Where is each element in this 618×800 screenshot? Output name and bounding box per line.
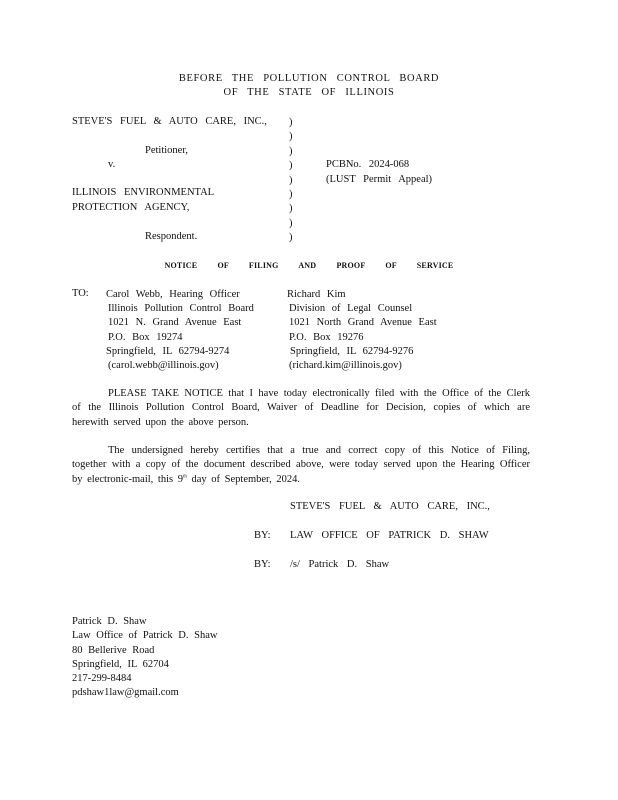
signature-law-office: LAW OFFICE OF PATRICK D. SHAW (290, 530, 489, 541)
ordinal-suffix: th (182, 474, 187, 480)
signature-attorney: /s/ Patrick D. Shaw (290, 559, 390, 570)
caption-paren: ) (289, 145, 293, 157)
notice-title: NOTICE OF FILING AND PROOF OF SERVICE (164, 261, 454, 270)
by-label: BY: (254, 530, 271, 541)
recipient-email: (richard.kim@illinois.gov) (289, 360, 402, 372)
recipient-line: Carol Webb, Hearing Officer (106, 289, 240, 300)
to-label: TO: (72, 288, 89, 299)
recipient-line: Illinois Pollution Control Board (108, 303, 254, 315)
recipient-hearing-officer (106, 288, 254, 373)
caption-paren: ) (289, 131, 293, 143)
recipient-line: Division of Legal Counsel (289, 303, 413, 315)
caption-paren: ) (289, 203, 293, 215)
certification-date-text: day of September, 2024. (186, 473, 301, 485)
respondent-name-line-1: ILLINOIS ENVIRONMENTAL (72, 187, 215, 198)
by-label: BY: (254, 559, 271, 570)
caption-paren: ) (289, 160, 293, 172)
caption-parentheses (289, 116, 297, 246)
case-number: PCBNo. 2024-068 (326, 159, 410, 170)
court-title-line-1: BEFORE THE POLLUTION CONTROL BOARD (178, 73, 440, 84)
attorney-name: Patrick D. Shaw (72, 616, 147, 627)
signature-party: STEVE'S FUEL & AUTO CARE, INC., (290, 501, 490, 512)
recipient-line: Springfield, IL 62794-9274 (106, 345, 230, 357)
recipient-line: P.O. Box 19276 (289, 331, 364, 343)
case-type: (LUST Permit Appeal) (326, 174, 433, 185)
attorney-city: Springfield, IL 62704 (72, 658, 169, 670)
respondent-name-line-2: PROTECTION AGENCY, (72, 202, 190, 213)
petitioner-label: Petitioner, (145, 145, 189, 156)
respondent-label: Respondent. (145, 231, 198, 242)
attorney-phone: 217-299-8484 (72, 673, 132, 685)
certification-paragraph (72, 444, 530, 487)
attorney-firm: Law Office of Patrick D. Shaw (72, 630, 218, 642)
recipient-line: 1021 N. Grand Avenue East (108, 317, 242, 329)
certification-text: The undersigned hereby certifies that a true and correct copy of this Notice of Filing, together with a copy of the document described above, were today served upon the Hearing Officer by electronic-mail, this 9 (72, 445, 530, 485)
versus-label: v. (108, 159, 116, 170)
attorney-email: pdshaw1law@gmail.com (72, 687, 179, 699)
recipient-line: 1021 North Grand Avenue East (289, 317, 437, 329)
notice-paragraph: PLEASE TAKE NOTICE that I have today electronically filed with the Office of the Clerk of the Illinois Pollution Control Board, Waiver of Deadline for Decision, copies of which are herewith served upon the above person. (72, 388, 530, 428)
recipient-agency-counsel (287, 288, 437, 373)
recipient-line: P.O. Box 19274 (108, 331, 183, 343)
attorney-street: 80 Bellerive Road (72, 644, 155, 656)
caption-paren: ) (289, 117, 293, 128)
caption-paren: ) (289, 188, 293, 200)
attorney-contact-block (72, 615, 217, 701)
caption-paren: ) (289, 232, 293, 244)
recipient-line: Richard Kim (287, 289, 346, 300)
caption-paren: ) (289, 217, 293, 229)
recipient-line: Springfield, IL 62794-9276 (290, 345, 414, 357)
petitioner-name: STEVE'S FUEL & AUTO CARE, INC., (72, 116, 267, 127)
recipient-email: (carol.webb@illinois.gov) (108, 360, 219, 372)
caption-paren: ) (289, 174, 293, 186)
court-title-line-2: OF THE STATE OF ILLINOIS (223, 87, 395, 98)
